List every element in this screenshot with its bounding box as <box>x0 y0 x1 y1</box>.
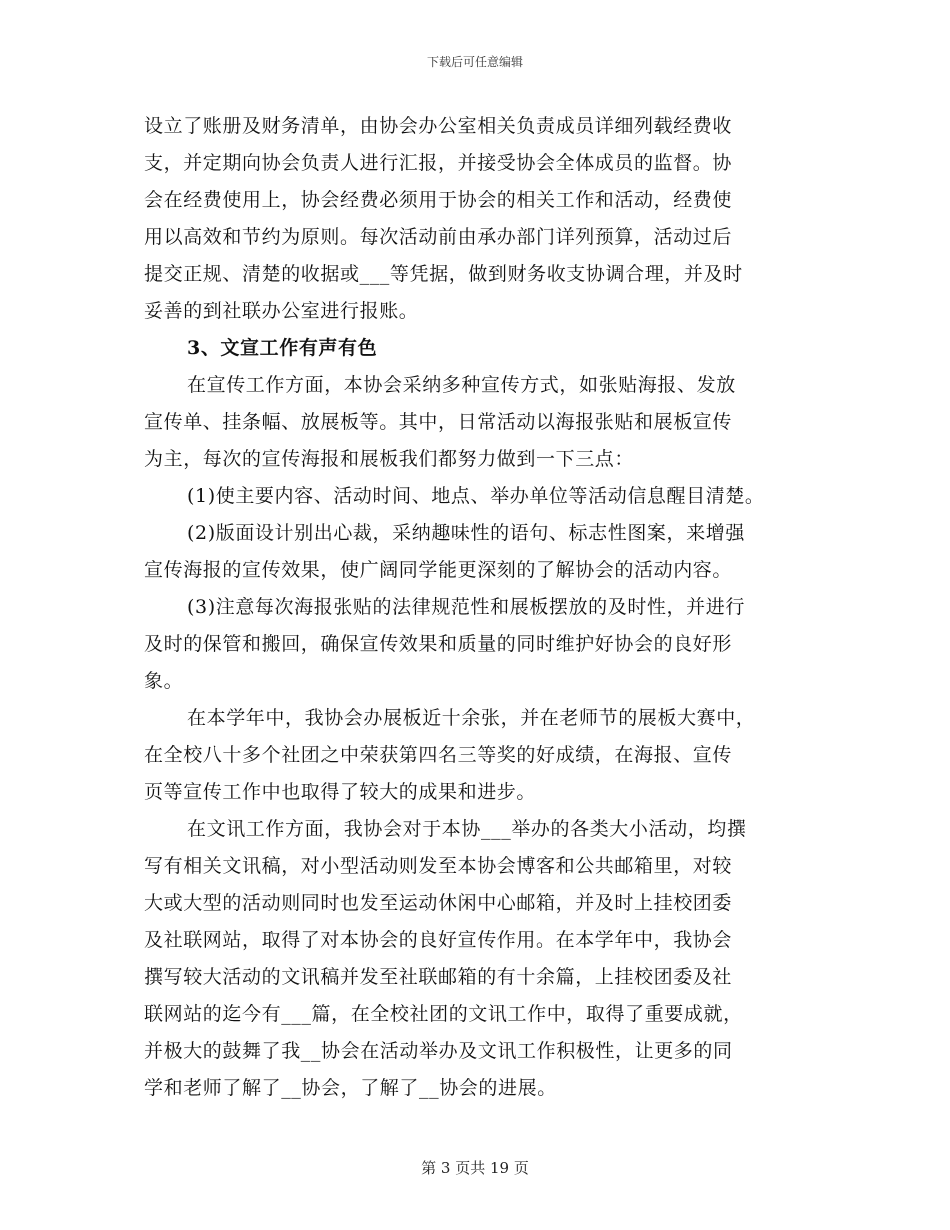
text-line: 及社联网站，取得了对本协会的良好宣传作用。在本学年中，我协会 <box>144 929 733 951</box>
text-line: 会在经费使用上，协会经费必须用于协会的相关工作和活动，经费使 <box>144 189 733 211</box>
page-number: 第 3 页共 19 页 <box>421 1159 529 1177</box>
document-body <box>144 108 814 1107</box>
text-line: 宣传单、挂条幅、放展板等。其中，日常活动以海报张贴和展板宣传 <box>144 411 733 433</box>
list-item: (3)注意每次海报张贴的法律规范性和展板摆放的及时性，并进行 <box>187 596 745 618</box>
text-line: 大或大型的活动则同时也发至运动休闲中心邮箱，并及时上挂校团委 <box>144 892 733 914</box>
list-item: (1)使主要内容、活动时间、地点、举办单位等活动信息醒目清楚。 <box>187 485 765 507</box>
text-line: 学和老师了解了__协会，了解了__协会的进展。 <box>144 1077 557 1099</box>
text-line: 及时的保管和搬回，确保宣传效果和质量的同时维护好协会的良好形 <box>144 633 733 655</box>
text-line: 设立了账册及财务清单，由协会办公室相关负责成员详细列载经费收 <box>144 115 733 137</box>
text-line: 并极大的鼓舞了我__协会在活动举办及文讯工作积极性，让更多的同 <box>144 1040 733 1062</box>
text-line: 在全校八十多个社团之中荣获第四名三等奖的好成绩，在海报、宣传 <box>144 744 733 766</box>
page-header: 下载后可任意编辑 <box>426 55 523 69</box>
text-line: 提交正规、清楚的收据或___等凭据，做到财务收支协调合理，并及时 <box>144 263 743 285</box>
list-item: (2)版面设计别出心裁，采纳趣味性的语句、标志性图案，来增强 <box>187 522 745 544</box>
text-line: 写有相关文讯稿，对小型活动则发至本协会博客和公共邮箱里，对较 <box>144 855 733 877</box>
text-line: 象。 <box>144 670 184 692</box>
text-line: 支，并定期向协会负责人进行汇报，并接受协会全体成员的监督。协 <box>144 152 733 174</box>
text-line: 联网站的迄今有___篇，在全校社团的文讯工作中，取得了重要成就， <box>144 1003 743 1025</box>
text-line: 在文讯工作方面，我协会对于本协___举办的各类大小活动，均撰 <box>187 818 747 840</box>
text-line: 在宣传工作方面，本协会采纳多种宣传方式，如张贴海报、发放 <box>187 374 736 396</box>
text-line: 在本学年中，我协会办展板近十余张，并在老师节的展板大赛中， <box>187 707 756 729</box>
section-heading: 3、文宣工作有声有色 <box>187 337 378 359</box>
text-line: 为主，每次的宣传海报和展板我们都努力做到一下三点： <box>144 448 635 470</box>
text-line: 妥善的到社联办公室进行报账。 <box>144 300 419 322</box>
text-line: 宣传海报的宣传效果，使广阔同学能更深刻的了解协会的活动内容。 <box>144 559 733 581</box>
text-line: 页等宣传工作中也取得了较大的成果和进步。 <box>144 781 537 803</box>
text-line: 用以高效和节约为原则。每次活动前由承办部门详列预算，活动过后 <box>144 226 733 248</box>
text-line: 撰写较大活动的文讯稿并发至社联邮箱的有十余篇，上挂校团委及社 <box>144 966 733 988</box>
